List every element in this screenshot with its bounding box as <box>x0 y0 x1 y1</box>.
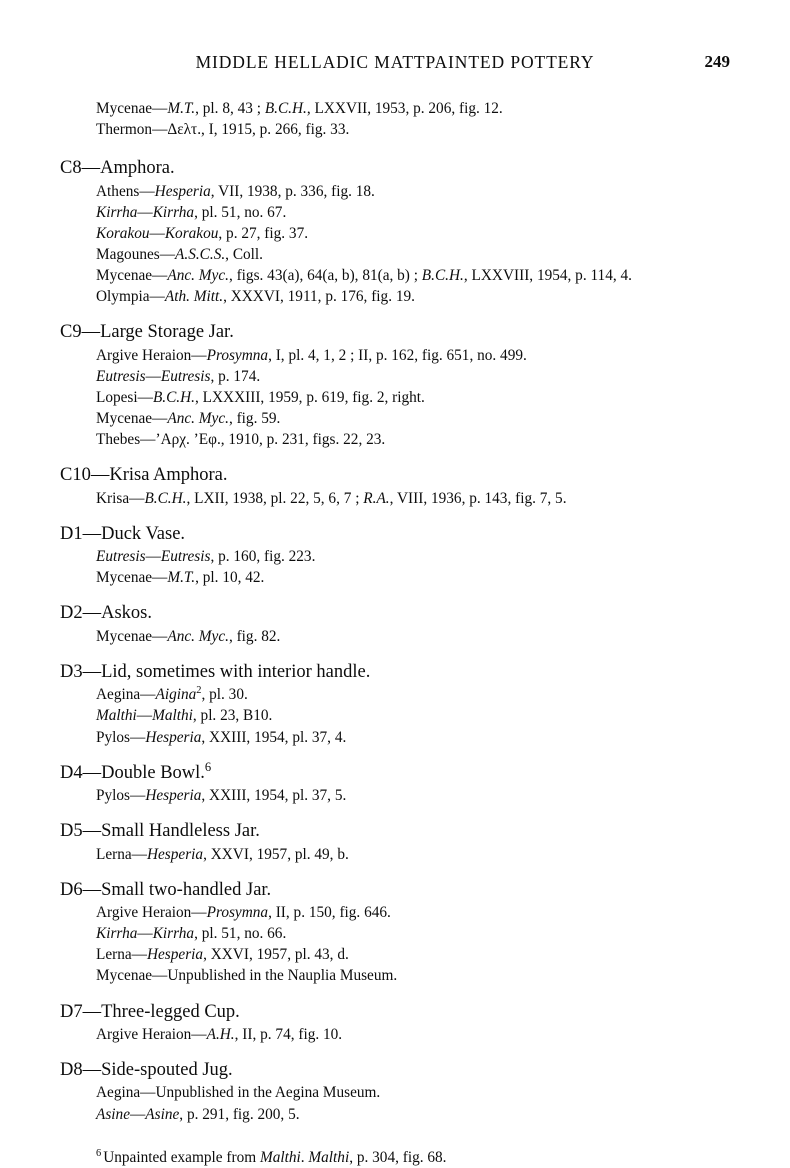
reference-line: Lopesi—B.C.H., LXXXIII, 1959, p. 619, fig. 2, right. <box>96 388 425 406</box>
ref-title: B.C.H. <box>152 388 196 406</box>
ref-title: Prosymna <box>206 346 269 364</box>
reference-line: Lerna—Hesperia, XXVI, 1957, pl. 49, b. <box>96 845 349 863</box>
reference-line: Magounes—A.S.C.S., Coll. <box>96 245 263 263</box>
ref-title: M.T. <box>167 569 196 587</box>
ref-title: Aigina <box>155 686 197 704</box>
page-header <box>60 52 730 86</box>
ref-title: Prosymna <box>206 904 269 922</box>
ref-title: Anc. Myc. <box>167 267 229 285</box>
entry-reference-list <box>96 902 730 986</box>
ref-title: B.C.H. <box>264 100 307 117</box>
ref-title: R.A. <box>363 489 390 507</box>
page-body <box>60 98 730 1168</box>
ref-title: Hesperia <box>145 728 202 746</box>
entry-reference-list <box>96 1082 730 1124</box>
catalog-entry <box>60 761 730 807</box>
entry-heading: D4—Double Bowl.$^6$ <box>60 759 212 783</box>
ref-title: M.T. <box>167 100 196 117</box>
ref-title: Kirrha <box>152 203 195 221</box>
ref-title: B.C.H. <box>144 489 187 507</box>
reference-line: Pylos—Hesperia, XXIII, 1954, pl. 37, 5. <box>96 787 347 805</box>
entry-reference-list <box>96 546 730 588</box>
ref-title: Anc. Myc. <box>167 627 229 645</box>
ref-title: Malthi <box>308 1148 350 1166</box>
catalog-entry <box>60 522 730 589</box>
ref-title: Korakou <box>96 224 150 242</box>
footnote <box>96 1147 730 1168</box>
catalog-entry <box>60 463 730 509</box>
reference-line: Mycenae—Anc. Myc., fig. 59. <box>96 410 281 428</box>
ref-title: Asine <box>96 1105 130 1123</box>
running-head: MIDDLE HELLADIC MATTPAINTED POTTERY <box>195 52 595 72</box>
ref-title: Korakou <box>164 224 219 242</box>
superscript: 2 <box>196 685 202 697</box>
ref-title: B.C.H. <box>421 267 464 285</box>
reference-line: Kirrha—Kirrha, pl. 51, no. 67. <box>96 203 287 221</box>
ref-title: A.H. <box>206 1025 235 1043</box>
catalog-entries <box>60 156 730 1124</box>
reference-line: Mycenae—Anc. Myc., figs. 43(a), 64(a, b), 81(a, b) ; B.C.H., LXXVIII, 1954, p. 114, 4. <box>96 267 632 285</box>
reference-line: Aegina—Unpublished in the Aegina Museum. <box>96 1084 381 1102</box>
entry-reference-list <box>96 181 730 308</box>
catalog-entry <box>60 1000 730 1046</box>
ref-title: Malthi <box>152 707 193 725</box>
entry-reference-list <box>96 684 730 747</box>
entry-heading: D5—Small Handleless Jar. <box>60 821 260 842</box>
entry-heading: C9—Large Storage Jar. <box>60 322 234 343</box>
ref-title: Kirrha <box>96 203 138 221</box>
reference-line: Athens—Hesperia, VII, 1938, p. 336, fig. 18. <box>96 182 375 200</box>
reference-line: Argive Heraion—A.H., II, p. 74, fig. 10. <box>96 1025 343 1043</box>
entry-heading: C8—Amphora. <box>60 158 175 179</box>
ref-title: Hesperia <box>146 946 204 964</box>
reference-line: Thermon—Δελτ., I, 1915, p. 266, fig. 33. <box>96 121 350 139</box>
reference-line: Krisa—B.C.H., LXII, 1938, pl. 22, 5, 6, 7 ; R.A., VIII, 1936, p. 143, fig. 7, 5. <box>96 489 567 507</box>
ref-title: Hesperia <box>146 845 204 863</box>
page-number: 249 <box>704 52 730 71</box>
reference-line: Eutresis—Eutresis, p. 160, fig. 223. <box>96 548 316 566</box>
ref-title: Malthi <box>96 707 137 725</box>
ref-title: Eutresis <box>96 367 146 385</box>
reference-line: Asine—Asine, p. 291, fig. 200, 5. <box>96 1105 300 1123</box>
entry-reference-list <box>96 1024 730 1045</box>
reference-line: Pylos—Hesperia, XXIII, 1954, pl. 37, 4. <box>96 728 347 746</box>
footnote-mark: 6 <box>96 1147 102 1159</box>
reference-line: Malthi—Malthi, pl. 23, B10. <box>96 707 273 725</box>
reference-line: Mycenae—Anc. Myc., fig. 82. <box>96 627 281 645</box>
entry-heading: D2—Askos. <box>60 603 152 624</box>
entry-reference-list <box>96 844 730 865</box>
reference-line: Mycenae—Unpublished in the Nauplia Museum. <box>96 967 398 985</box>
entry-reference-list <box>96 785 730 806</box>
entry-heading: D7—Three-legged Cup. <box>60 1001 240 1022</box>
ref-title: Eutresis <box>160 548 211 566</box>
reference-line: Olympia—Ath. Mitt., XXXVI, 1911, p. 176, fig. 19. <box>96 288 415 306</box>
catalog-entry <box>60 1058 730 1125</box>
footnote-text: Unpainted example from Malthi. Malthi, p. 304, fig. 68. <box>103 1148 447 1166</box>
reference-line: Argive Heraion—Prosymna, I, pl. 4, 1, 2 ; II, p. 162, fig. 651, no. 499. <box>96 346 527 364</box>
catalog-entry <box>60 819 730 865</box>
entry-heading: C10—Krisa Amphora. <box>60 465 228 486</box>
reference-line: Argive Heraion—Prosymna, II, p. 150, fig. 646. <box>96 904 391 922</box>
reference-line: Aegina—Aigina$^2$, pl. 30. <box>96 685 248 704</box>
ref-title: Hesperia <box>154 182 211 200</box>
ref-title: Hesperia <box>145 787 202 805</box>
footnote-reference: 6 <box>204 759 212 774</box>
preamble-refs <box>96 98 730 140</box>
catalog-entry <box>60 660 730 748</box>
entry-heading: D3—Lid, sometimes with interior handle. <box>60 661 371 682</box>
reference-line: Eutresis—Eutresis, p. 174. <box>96 367 261 385</box>
reference-line: Mycenae—M.T., pl. 8, 43 ; B.C.H., LXXVII, 1953, p. 206, fig. 12. <box>96 100 503 117</box>
ref-title: Kirrha <box>96 925 138 943</box>
reference-line: Thebes—’Αρχ. ’Εφ., 1910, p. 231, figs. 22, 23. <box>96 431 386 449</box>
reference-line: Lerna—Hesperia, XXVI, 1957, pl. 43, d. <box>96 946 349 964</box>
ref-title: Asine <box>145 1105 180 1123</box>
entry-heading: D6—Small two-handled Jar. <box>60 879 272 900</box>
ref-title: Ath. Mitt. <box>164 288 224 306</box>
ref-title: Eutresis <box>96 548 146 566</box>
reference-line: Korakou—Korakou, p. 27, fig. 37. <box>96 224 309 242</box>
entry-heading: D1—Duck Vase. <box>60 523 186 544</box>
entry-reference-list <box>96 345 730 451</box>
catalog-entry <box>60 156 730 307</box>
ref-title: Eutresis <box>160 367 211 385</box>
ref-title: Kirrha <box>152 925 195 943</box>
reference-line: Kirrha—Kirrha, pl. 51, no. 66. <box>96 925 287 943</box>
ref-title: Anc. Myc. <box>167 410 229 428</box>
ref-title: A.S.C.S. <box>175 245 226 263</box>
catalog-entry <box>60 878 730 987</box>
entry-reference-list <box>96 488 730 509</box>
entry-reference-list <box>96 626 730 647</box>
reference-line: Mycenae—M.T., pl. 10, 42. <box>96 569 265 587</box>
catalog-entry <box>60 320 730 450</box>
entry-heading: D8—Side-spouted Jug. <box>60 1060 233 1081</box>
catalog-entry <box>60 601 730 647</box>
ref-title: Malthi <box>259 1148 301 1166</box>
